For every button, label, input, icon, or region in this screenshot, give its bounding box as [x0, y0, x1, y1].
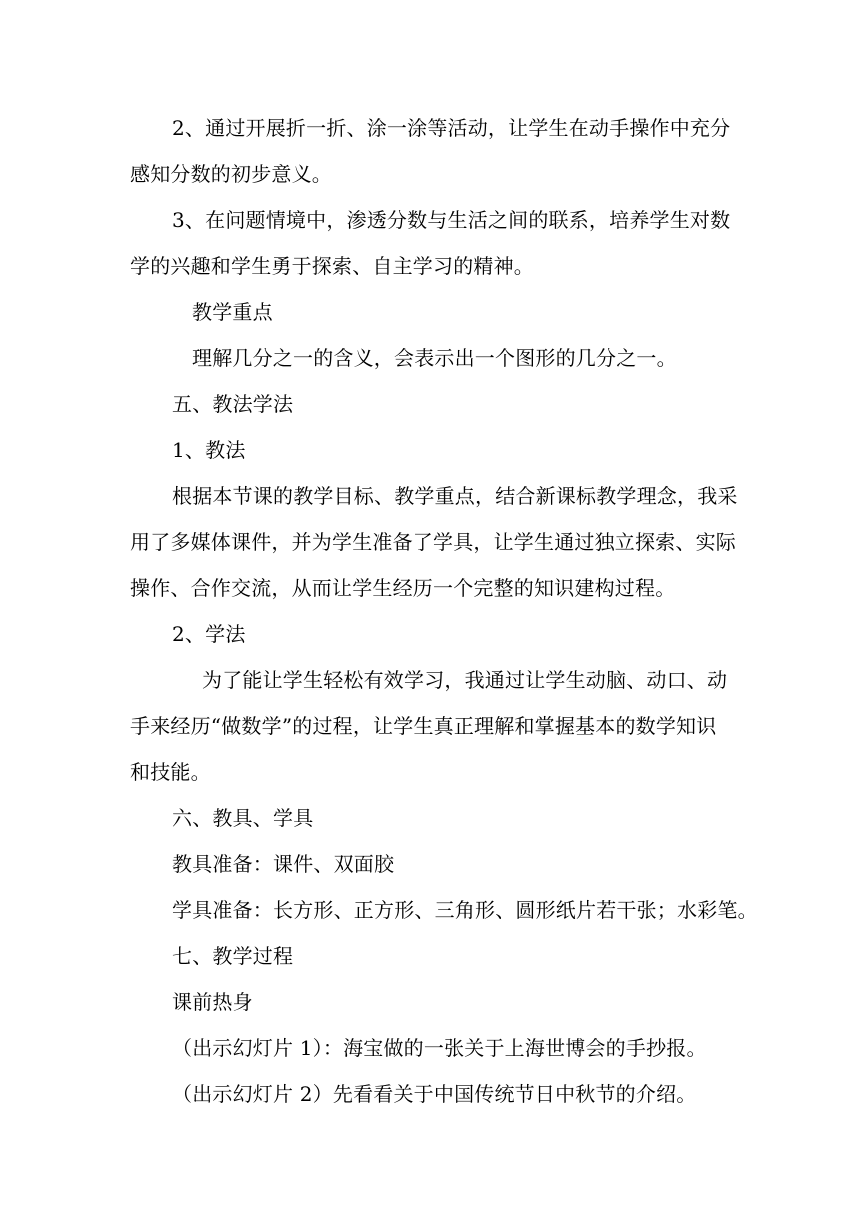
subsection-heading: 2、学法	[172, 622, 246, 646]
subsection-heading: 课前热身	[172, 990, 253, 1014]
section-heading: 七、教学过程	[172, 944, 294, 968]
section-heading: 教学重点	[192, 300, 273, 324]
paragraph-line: 学具准备：长方形、正方形、三角形、圆形纸片若干张；水彩笔。	[172, 898, 758, 922]
paragraph-line: 3、在问题情境中，渗透分数与生活之间的联系，培养学生对数	[172, 208, 731, 232]
paragraph-line: （出示幻灯片 1）：海宝做的一张关于上海世博会的手抄报。	[172, 1036, 707, 1060]
paragraph-line: 理解几分之一的含义，会表示出一个图形的几分之一。	[192, 346, 677, 370]
paragraph-line: 学的兴趣和学生勇于探索、自主学习的精神。	[130, 254, 534, 278]
paragraph-line: 用了多媒体课件，并为学生准备了学具，让学生通过独立探索、实际	[130, 530, 736, 554]
section-heading: 五、教法学法	[172, 392, 294, 416]
paragraph-line: 和技能。	[130, 760, 211, 784]
paragraph-line: 操作、合作交流，从而让学生经历一个完整的知识建构过程。	[130, 576, 676, 600]
section-heading: 六、教具、学具	[172, 806, 314, 830]
paragraph-line: 教具准备：课件、双面胶	[172, 852, 395, 876]
paragraph-line: 2、通过开展折一折、涂一涂等活动，让学生在动手操作中充分	[172, 116, 731, 140]
paragraph-line: 感知分数的初步意义。	[130, 162, 332, 186]
paragraph-line: （出示幻灯片 2）先看看关于中国传统节日中秋节的介绍。	[172, 1082, 697, 1106]
paragraph-line: 根据本节课的教学目标、教学重点，结合新课标教学理念，我采	[172, 484, 738, 508]
subsection-heading: 1、教法	[172, 438, 246, 462]
paragraph-line: 为了能让学生轻松有效学习，我通过让学生动脑、动口、动	[202, 668, 728, 692]
paragraph-line: 手来经历“做数学”的过程，让学生真正理解和掌握基本的数学知识	[130, 714, 717, 738]
